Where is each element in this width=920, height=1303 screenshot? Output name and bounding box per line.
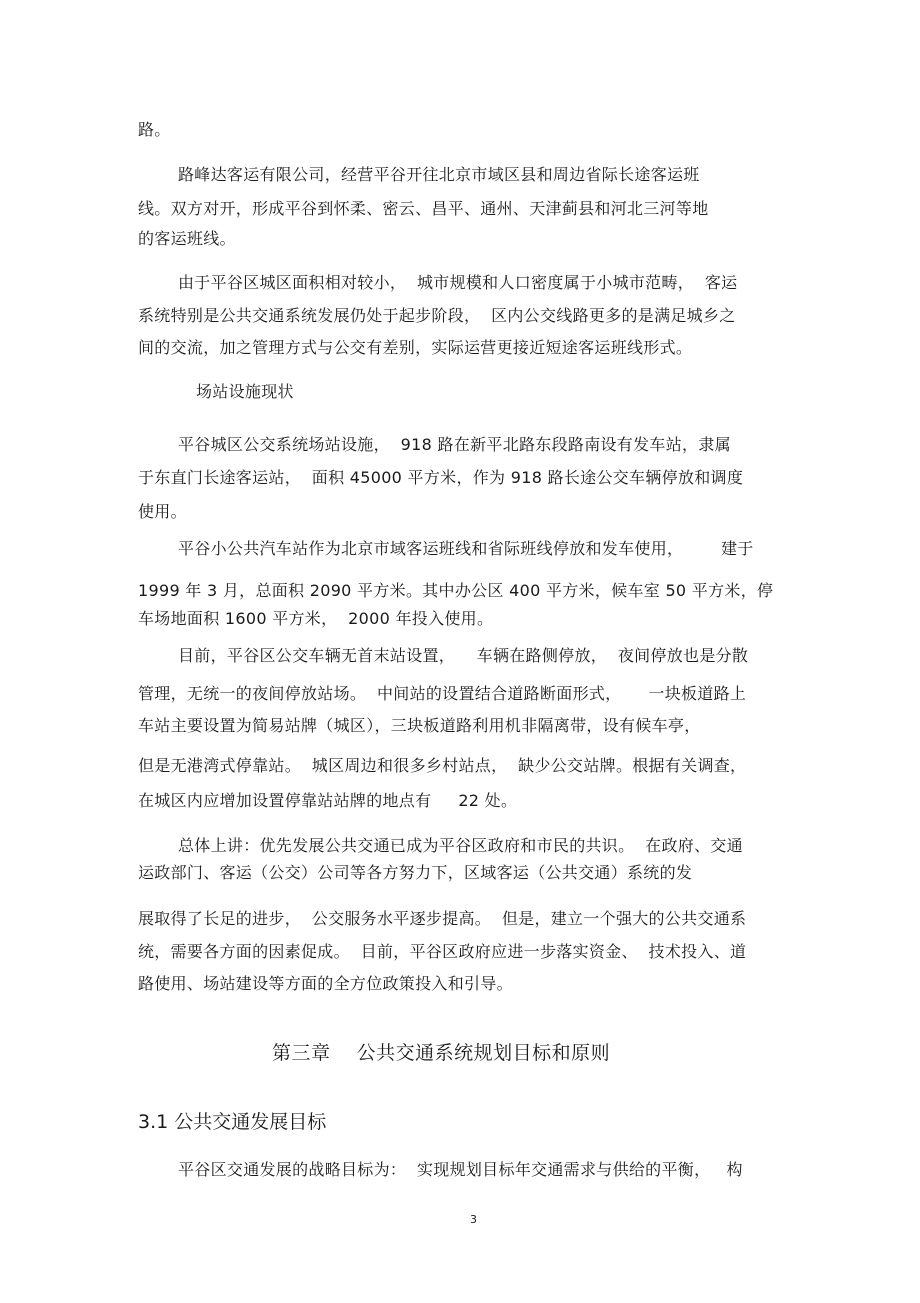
page-number: 3 (470, 1213, 477, 1226)
subheading: 场站设施现状 (196, 382, 294, 401)
text-line: 间的交流，加之管理方式与公交有差别，实际运营更接近短途客运班线形式。 (138, 338, 693, 357)
chapter-title: 第三章 公共交通系统规划目标和原则 (272, 1042, 611, 1064)
text-line: 平谷区交通发展的战略目标为： 实现规划目标年交通需求与供给的平衡， 构 (178, 1160, 743, 1179)
text-line: 线。双方对开，形成平谷到怀柔、密云、昌平、通州、天津蓟县和河北三河等地 (138, 199, 709, 218)
text-line: 但是无港湾式停靠站。 城区周边和很多乡村站点， 缺少公交站牌。根据有关调查， (138, 756, 747, 775)
text-line: 平谷城区公交系统场站设施， 918 路在新平北路东段路南设有发车站，隶属 (178, 435, 731, 454)
section-title: 3.1 公共交通发展目标 (138, 1111, 327, 1133)
text-line: 车场地面积 1600 平方米， 2000 年投入使用。 (138, 609, 494, 628)
text-line: 目前，平谷区公交车辆无首末站设置， 车辆在路侧停放， 夜间停放也是分散 (178, 646, 749, 665)
text-line: 1999 年 3 月，总面积 2090 平方米。其中办公区 400 平方米，候车室 50 平方米，停 (138, 581, 774, 600)
text-line: 使用。 (138, 502, 187, 521)
text-line: 展取得了长足的进步， 公交服务水平逐步提高。 但是，建立一个强大的公共交通系 (138, 909, 747, 928)
text-line: 于东直门长途客运站， 面积 45000 平方米，作为 918 路长途公交车辆停放和调度 (138, 468, 744, 487)
text-line: 的客运班线。 (138, 229, 236, 248)
text-line: 管理，无统一的夜间停放站场。 中间站的设置结合道路断面形式， 一块板道路上 (138, 684, 747, 703)
text-line: 路使用、场站建设等方面的全方位政策投入和引导。 (138, 974, 513, 993)
text-line: 运政部门、客运（公交）公司等各方努力下，区域客运（公共交通）系统的发 (138, 863, 693, 882)
text-line: 车站主要设置为简易站牌（城区），三块板道路利用机非隔离带，设有候车亭， (138, 716, 701, 735)
text-line: 由于平谷区城区面积相对较小， 城市规模和人口密度属于小城市范畴， 客运 (178, 273, 738, 292)
text-line: 统，需要各方面的因素促成。 目前，平谷区政府应进一步落实资金、 技术投入、道 (138, 942, 747, 961)
text-line: 平谷小公共汽车站作为北京市域客运班线和省际班线停放和发车使用， 建于 (178, 539, 754, 558)
text-line: 路峰达客运有限公司，经营平谷开往北京市域区县和周边省际长途客运班 (178, 165, 700, 184)
text-line: 在城区内应增加设置停靠站站牌的地点有 22 处。 (138, 791, 518, 810)
text-line: 总体上讲：优先发展公共交通已成为平谷区政府和市民的共识。 在政府、交通 (178, 836, 743, 855)
text-line: 路。 (138, 120, 171, 139)
text-line: 系统特别是公共交通系统发展仍处于起步阶段， 区内公交线路更多的是满足城乡之 (138, 306, 736, 325)
